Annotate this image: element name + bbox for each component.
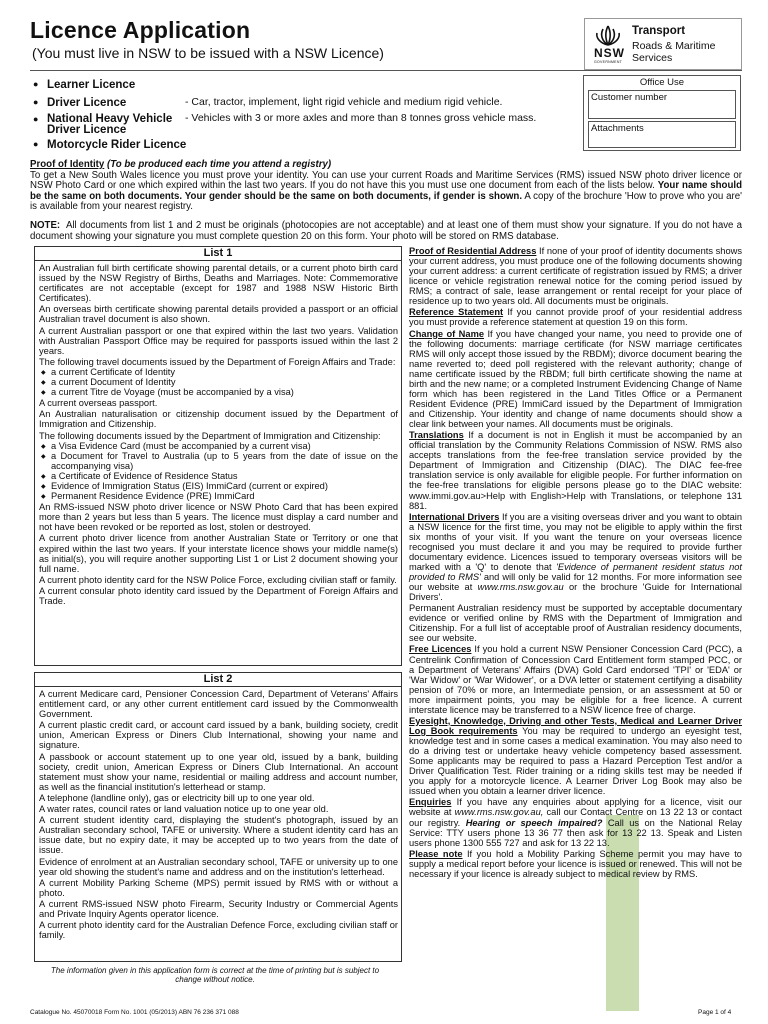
free-licences-heading: Free Licences [409,644,472,655]
list-subitem: ◆ a Visa Evidence Card (must be accompanied by a current visa) [39,441,398,451]
list-item: Evidence of enrolment at an Australian secondary school, TAFE or university up to one year old showing the student's name and address and on the institution's letterhead. [39,856,398,877]
residency-text: Permanent Australian residency must be supported by acceptable documentary evidence or verified online by RMS with the Department of Immigration and Citizenship. For a full list of acceptable proof of Australian residency documents, see our website. [409,603,742,644]
list-item: A current photo identity card for the Australian Defence Force, excluding civilian staff or family. [39,920,398,941]
list-item: An Australian naturalisation or citizenship document issued by the Department of Immigration and Citizenship. [39,409,398,430]
logo-line3: Services [632,52,673,64]
list-item: A telephone (landline only), gas or electricity bill up to one year old. [39,792,315,803]
list-subitem: ◆ Permanent Residence Evidence (PRE) ImmiCard [39,491,398,501]
list-subitem: ◆ a current Document of Identity [39,377,398,387]
customer-number-field[interactable]: Customer number [588,90,736,119]
list-item: A current plastic credit card, or account card issued by a bank, building society, credit union, American Express or Diners Club International, showing your name and signature. [39,720,398,751]
list-item: A current student identity card, displaying the student's photograph, issued by an Australian secondary school, TAFE or university. Where a student identity card has an issue date, but no expiry date, it may be accepted up to two years from the date of issue. [39,815,398,856]
bullet-icon: ● [33,79,39,89]
list-item: A current Mobility Parking Scheme (MPS) permit issued by RMS with or without a photo. [39,877,398,898]
list-subitem: ◆ a current Titre de Voyage (must be accompanied by a visa) [39,387,398,397]
logo-transport: Transport [632,25,686,37]
list-item: A current photo driver licence from another Australian State or Territory or one that expired within the last two years. If your interstate licence shows your middle name(s) as initial(s), you will require another supporting List 1 or List 2 document showing your full name. [39,533,398,574]
list-item: The following travel documents issued by the Department of Foreign Affairs and Trade: [39,356,396,367]
residential-heading: Proof of Residential Address [409,246,537,256]
bullet-icon: ● [33,97,39,107]
enquiries-heading: Enquiries [409,797,452,808]
proof-heading: Proof of Identity [30,159,105,170]
catalogue-number: Catalogue No. 45070018 Form No. 1001 (05/2013) ABN 76 236 371 088 [30,1009,239,1016]
list-item: The following documents issued by the Department of Immigration and Citizenship: [39,430,381,441]
attachments-field[interactable]: Attachments [588,121,736,148]
change-name-heading: Change of Name [409,328,485,339]
list-item: An overseas birth certificate showing parental details provided a passport or an official Australian travel document is also shown. [39,304,398,325]
proof-text: To get a New South Wales licence you must prove your identity. You can use your current Roads and Maritime Services (RMS) issued NSW photo driver licence or NSW Photo Card or one which expired within the last two years. If you do not have this you must use one document from each of the lists below. [30,169,742,191]
licence-option-driver[interactable]: ● Driver Licence [33,97,127,109]
list-item: A current RMS-issued NSW photo Firearm, Security Industry or Commercial Agents and Private Inquiry Agents operator licence. [39,898,398,919]
licence-option-motorcycle[interactable]: ● Motorcycle Rider Licence [33,139,187,151]
page-number: Page 1 of 4 [698,1009,732,1016]
office-use-panel [583,75,741,151]
nsw-transport-logo [584,18,742,70]
licence-desc-heavy: - Vehicles with 3 or more axles and more than 8 tonnes gross vehicle mass. [185,112,537,124]
list-item: An RMS-issued NSW photo driver licence or NSW Photo Card that has been expired more than 2 years but less than 5 years. The licence must display a card number and not have been revoked or be reported as lost, stolen or destroyed. [39,502,398,533]
list-item: A current photo identity card for the NSW Police Force, excluding civilian staff or family. [39,574,397,585]
list-item: A current overseas passport. [39,398,158,409]
list-item: A current consular photo identity card issued by the Department of Foreign Affairs and Trade. [39,585,398,606]
logo-nsw: NSW [594,46,625,60]
header-divider [30,70,742,71]
logo-government: GOVERNMENT [594,60,623,64]
list-item: A water rates, council rates or land valuation notice up to one year old. [39,804,329,815]
list-item: An Australian full birth certificate showing parental details, or a current photo birth card issued by the NSW Registry of Births, Deaths and Marriages. Note: Commemorative certificates are not acceptable (except for 1987 and 1988 NSW Historic Birth Certificates). [39,263,398,304]
bullet-icon: ● [33,114,39,124]
office-use-title: Office Use [639,77,685,88]
licence-desc-driver: - Car, tractor, implement, light rigid vehicle and medium rigid vehicle. [185,96,503,108]
waratah-icon [595,24,621,46]
list-item: A current Medicare card, Pensioner Concession Card, Department of Veterans' Affairs entitlement card, or any other current entitlement card issued by the Commonwealth Government. [39,689,398,720]
website-link[interactable]: www.rms.nsw.gov.au, [454,807,544,818]
page-title: Licence Application [30,17,251,43]
international-heading: International Drivers [409,511,500,522]
list-2-box [34,672,402,962]
list-item: A current Australian passport or one that expired within the last two years. Validation with Australian Passport Office may be required for passports issued within the last 2 years. [39,325,398,356]
list-item: A passbook or account statement up to one year old, issued by a bank, building society, credit union, American Express or Diners Club International. An account statement must show your name, residential or mailing address and account number, as well as the financial institution's letterhead or stamp. [39,751,398,792]
proof-bold: Your name should be the same on both documents. Your gender should be the same on both documents, if gender is shown. [30,180,742,202]
list-subitem: ◆ a Certificate of Evidence of Residence Status [39,471,398,481]
tests-heading: Eyesight, Knowledge, Driving and other Tests, Medical and Learner Driver Log Book requirements [409,715,742,736]
proof-text2: A copy of the brochure 'How to prove who you are' is available from your nearest registry. [30,190,742,212]
bullet-icon: ● [33,139,39,149]
licence-option-heavy[interactable]: ● National Heavy Vehicle Driver Licence [33,113,173,136]
list-2-title: List 2 [35,673,401,687]
website-link[interactable]: www.rms.nsw.gov.au [477,582,564,593]
list-subitem: ◆ a Document for Travel to Australia (up to 5 years from the date of issue on the accompanying visa) [39,451,398,471]
licence-option-learner[interactable]: ● Learner Licence [33,79,136,91]
list-subitem: ◆ a current Certificate of Identity [39,367,398,377]
reference-heading: Reference Statement [409,307,504,318]
list-1-box [34,246,402,666]
proof-note: NOTE: All documents from list 1 and 2 must be originals (photocopies are not acceptable) and at least one of them must show your signature. If you do not have a document showing your signature you must complete question 20 on this form. Your photo will be stored on RMS database. [30,220,742,242]
proof-heading-note: (To be produced each time you attend a registry) [106,159,332,170]
printing-note: The information given in this application form is correct at the time of printing but is subject to change without notice. [50,966,380,984]
list-1-title: List 1 [35,247,401,261]
list-subitem: ◆ Evidence of Immigration Status (EIS) ImmiCard (current or expired) [39,481,398,491]
logo-line2: Roads & Maritime [632,40,716,52]
translations-heading: Translations [409,430,464,441]
page-subtitle: (You must live in NSW to be issued with a NSW Licence) [32,45,384,61]
please-note-heading: Please note [409,848,463,859]
proof-of-identity-section [30,160,742,213]
right-column: Proof of Residential Address If none of your proof of identity documents shows your current address, you must produce one of the following documents showing your current address: a current certificate of registration issued by RMS; a driver licence or vehicle registration renewal notice for the coming period issued by RMS; a contract of sale, lease arrangement or rental receipt for your place of residence up to two years old. All documents must be originals. Reference Statement If you cannot provide proof of your residential address you must provide a reference statement at question 19 on this form. Change of Name If you have changed your name, you need to provide one of the following documents: marriage certificate (for NSW marriage certificates RMS will only accept those issued by the RBDM); divorce document bearing the name reverted to; deed poll registered with the relevant authority; change of name certificate issued by the RBDM; full birth certificate showing the name at birth and the new name; or a completed Instrument Evidencing Change of Name form which has been registered in the Land Titles Office or a Permanent Resident Evidence (PRE) ImmiCard issued by the Department of Immigration and Citizenship. Your identity and change of name documents should show a clear link between your names. All documents must be originals. Translations If a document is not in English it must be accompanied by an official translation by the Community Relations Commission of NSW. RMS also accepts translations from the fee-free translation service provided by the Department of Immigration and Citizenship (DIAC). The DIAC fee-free translation service is only available for eligible people. For further information on the fee-free translations for eligible persons please go to the DIAC website: www.immi.gov.au>Help with English>Help with Translations, or telephone 131 881. International Drivers If you are a visiting overseas driver and you want to obtain a NSW licence for the first time, you may not be eligible to apply within the first six months of your visit. If you want the tenure on your overseas licence recognised you must declare it and you may be required to provide further documentary evidence. Licences issued to temporary overseas visitors will be marked with a 'Q' to denote that 'Evidence of permanent resident status not provided to RMS' and will only be valid for 12 months. For more information see our website at www.rms.nsw.gov.au or the brochure 'Guide for International Drivers'. Permanent Australian residency must be supported by acceptable documentary evidence or verified online by RMS with the Department of Immigration and Citizenship. For a full list of acceptable proof of Australian residency documents, see our website. Free Licences If you hold a current NSW Pensioner Concession Card (PCC), a Centrelink Confirmation of Concession Card Entitlement form stamped PCC, or a Department of Veterans' Affairs (DVA) Gold Card endorsed 'TPI' or 'EDA' or 'War Widow' or 'War Widower', or a DVA letter or statement certifying a disability pension of 70% or more, an Intermediate pension, or an assessment at 50 or more impairment points, you may be eligible for a free licence. A current interstate licence may be transferred to a NSW licence free of charge. Eyesight, Knowledge, Driving and other Tests, Medical and Learner Driver Log Book requirements You may be required to undergo an eyesight test, knowledge test and in some cases a medical examination. You may also need to do a driving test or undertake heavy vehicle competency based assessment. Some applicants may be required to pass a Hazard Perception Test and/or a Driver Qualification Test. Rider training or a riding skills test may be needed if you apply for a motorcycle licence. A Learner Driver Log Book may also be issued when you obtain a learner driver licence. Enquiries If you have any enquiries about applying for a licence, visit our website at www.rms.nsw.gov.au, call our Contact Centre on 13 22 13 or contact our registry. Hearing or speech impaired? Call us on the National Relay Service: TTY users phone 13 36 77 then ask for 13 22 13. Speak and Listen users phone 1300 555 727 and ask for 13 22 13. Please note If you hold a Mobility Parking Scheme permit you may have to supply a medical report before your licence is issued or renewed. This will not be necessary if your licence is already subject to medical review by RMS. [409,246,743,879]
